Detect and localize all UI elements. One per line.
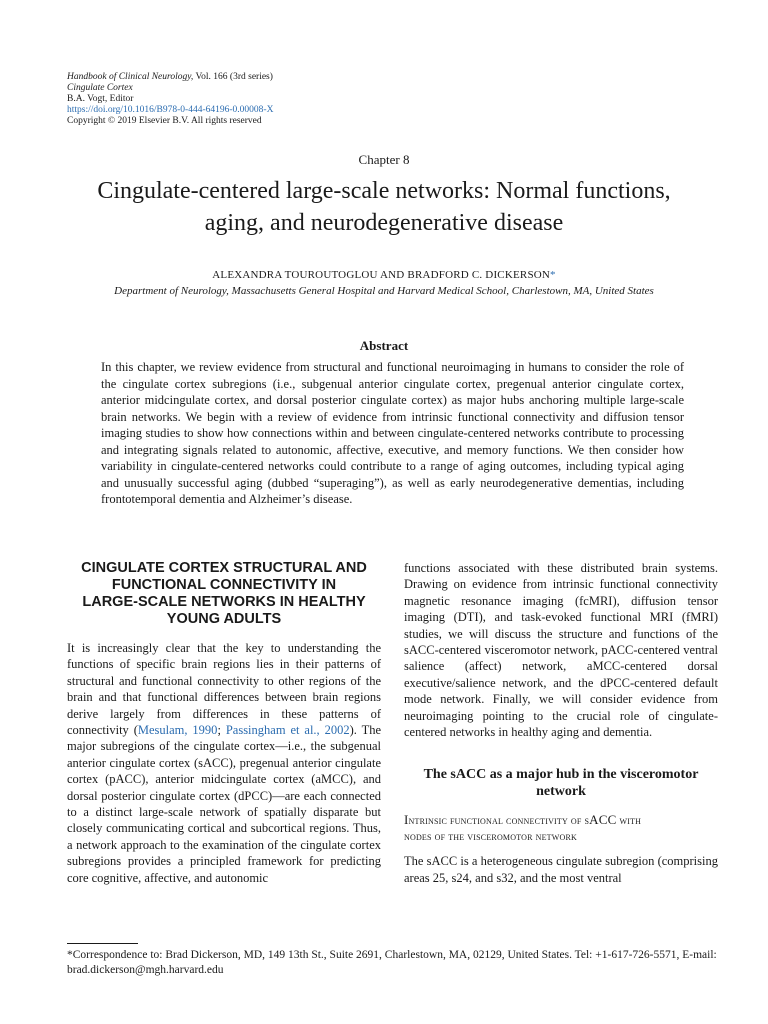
journal-line xyxy=(67,72,273,83)
subsubsection-heading: Intrinsic functional connectivity of sACC with nodes of the visceromotor network xyxy=(404,812,642,844)
publication-info xyxy=(67,72,273,127)
author-names: ALEXANDRA TOUROUTOGLOU AND BRADFORD C. DICKERSON xyxy=(212,269,551,281)
correspondence-footnote: *Correspondence to: Brad Dickerson, MD, 149 13th St., Suite 2691, Charlestown, MA, 02129, United States. Tel: +1-617-726-5571, E-mail: brad.dickerson@mgh.harvard.edu xyxy=(67,949,717,976)
citation-link-mesulam[interactable]: Mesulam, 1990 xyxy=(137,723,218,738)
affiliation: Department of Neurology, Massachusetts General Hospital and Harvard Medical School, Charlestown, MA, United States xyxy=(114,285,654,297)
editor-line: B.A. Vogt, Editor xyxy=(67,94,134,104)
abstract-text: In this chapter, we review evidence from structural and functional neuroimaging in humans to consider the role of the cingulate cortex subregions (i.e., subgenual anterior cingulate cortex, pregenual anterior cingulate cortex, anterior midcingulate cortex, and dorsal posterior cingulate cortex) as major hubs anchoring multiple large-scale brain networks. We begin with a review of evidence from intrinsic functional connectivity and diffusion tensor imaging studies to show how connections within and between cingulate-centered networks contribute to processing and integrating signals related to autonomic, affective, executive, and memory functions. We then consider how variability in cingulate-centered networks could contribute to a range of aging outcomes, including typical aging and unusually successful aging (dubbed “superaging”), as well as early neurodegenerative dementias, including frontotemporal dementia and Alzheimer’s disease. xyxy=(101,360,684,506)
copyright-line: Copyright © 2019 Elsevier B.V. All rights reserved xyxy=(67,116,262,126)
chapter-number: Chapter 8 xyxy=(358,152,410,167)
right-column xyxy=(404,560,718,886)
subsection-heading: The sACC as a major hub in the visceromotor network xyxy=(423,767,699,800)
chapter-title xyxy=(40,175,728,239)
journal-name: Handbook of Clinical Neurology, xyxy=(67,72,194,82)
citation-link-passingham[interactable]: Passingham et al., 2002 xyxy=(225,723,350,738)
chapter-title-line-2: aging, and neurodegenerative disease xyxy=(204,210,564,236)
correspondence-mark[interactable]: * xyxy=(550,269,556,281)
book-title: Cingulate Cortex xyxy=(67,83,133,93)
intro-paragraph: It is increasingly clear that the key to understanding the functions of specific brain regions lies in their patterns of structural and functional connectivity to other regions of the brain and that functional differences between brain regions derive largely from differences in these patterns of connectivity (Mesulam, 1990; Passingham et al., 2002). The major subregions of the cingulate cortex—i.e., the subgenual anterior cingulate cortex (sACC), pregenual anterior cingulate cortex (pACC), anterior midcingulate cortex (aMCC), and dorsal posterior cingulate cortex (dPCC)—are each connected to a distinct large-scale network of spatially disparate but closely communicating cortical and subcortical regions. Thus, a network approach to the examination of the cingulate cortex subregions provides a principled framework for predicting core cognitive, affective, and autonomic xyxy=(67,641,382,885)
doi-link[interactable]: https://doi.org/10.1016/B978-0-444-64196-0.00008-X xyxy=(67,105,274,115)
section-heading: CINGULATE CORTEX STRUCTURAL AND FUNCTIONAL CONNECTIVITY IN LARGE-SCALE NETWORKS IN HEALTHY YOUNG ADULTS xyxy=(81,560,367,627)
chapter-title-line-1: Cingulate-centered large-scale networks: Normal functions, xyxy=(97,178,671,204)
sacc-paragraph: The sACC is a heterogeneous cingulate subregion (comprising areas 25, s24, and s32, and the most ventral xyxy=(404,854,718,885)
continued-paragraph: functions associated with these distributed brain systems. Drawing on evidence from intrinsic functional connectivity magnetic resonance imaging (fcMRI), diffusion tensor imaging (DTI), and task-evoked functional MRI (fMRI) studies, we will discuss the structure and functions of the sACC-centered visceromotor network, pACC-centered ventral salience (affect) network, aMCC-centered dorsal executive/salience network, and the dPCC-centered default mode network. Finally, we will consider evidence from neuroimaging pointing to the crucial role of cingulate-centered networks in healthy aging and dementia. xyxy=(404,561,718,740)
footnote-divider xyxy=(67,943,138,944)
authors xyxy=(0,269,768,281)
abstract-heading: Abstract xyxy=(359,338,409,353)
volume-info: Vol. 166 (3rd series) xyxy=(193,72,273,82)
left-column xyxy=(67,560,381,886)
